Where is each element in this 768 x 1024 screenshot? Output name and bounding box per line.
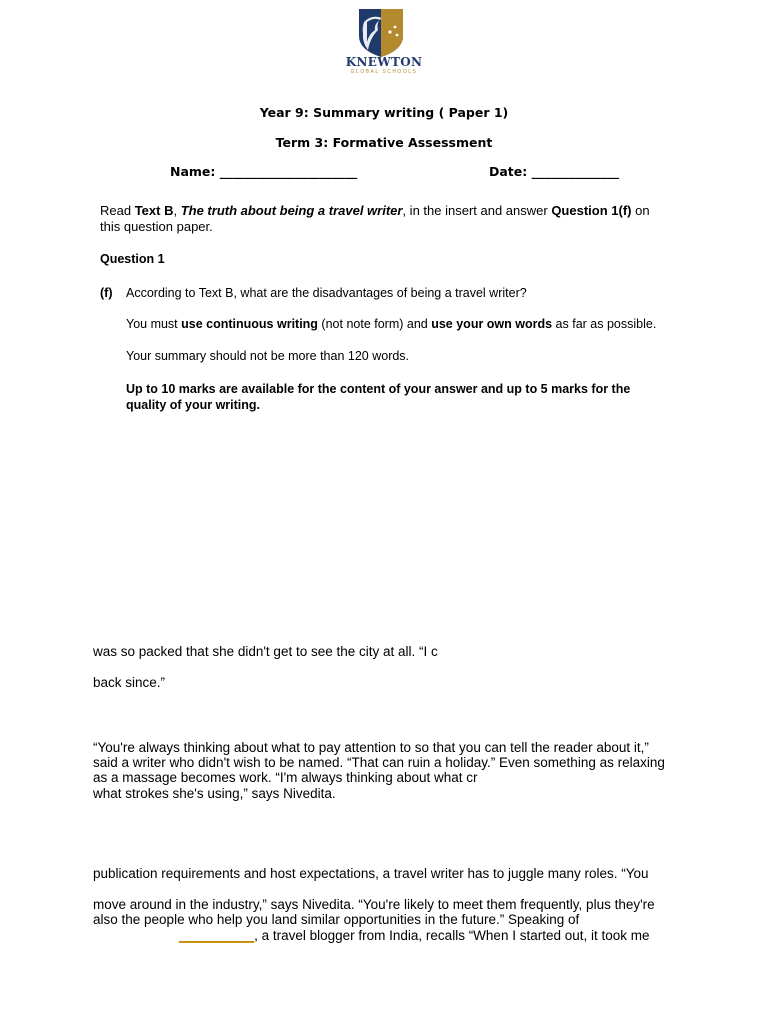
passage-line: move around in the industry,” says Nivedita. “You're likely to meet them frequently, plus they're xyxy=(93,897,655,912)
instr-text: , in the insert and answer xyxy=(402,203,552,218)
instr-text: this question paper. xyxy=(100,219,213,234)
passage-line: back since.” xyxy=(93,675,166,690)
instr-question-ref: Question 1(f) xyxy=(551,203,632,218)
passage-line: also the people who help you land similar opportunities in the future.” Speaking of xyxy=(93,912,580,927)
instr-text-title: The truth about being a travel writer xyxy=(180,203,403,218)
date-field: Date: ______________ xyxy=(489,164,620,179)
passage-line: what strokes she's using,” says Nivedita. xyxy=(93,786,336,801)
passage-line: publication requirements and host expectations, a travel writer has to juggle many roles. “You xyxy=(93,866,649,881)
name-field: Name: ______________________ xyxy=(170,164,358,179)
brand-subtitle: GLOBAL SCHOOLS xyxy=(350,69,418,75)
instr-text: Read xyxy=(100,203,135,218)
instr-text: on xyxy=(631,203,650,218)
instruction-writing-style: You must use continuous writing (not note form) and use your own words as far as possible. xyxy=(126,317,657,331)
school-crest-logo xyxy=(358,8,404,58)
fill-in-blank: __________ xyxy=(179,928,255,943)
passage-line: __________, a travel blogger from India, recalls “When I started out, it took me xyxy=(179,928,650,943)
passage-line: “You're always thinking about what to pay attention to so that you can tell the reader about it,” xyxy=(93,740,649,755)
passage-line: as a massage becomes work. “I'm always thinking about what cr xyxy=(93,770,478,785)
word-limit-note: Your summary should not be more than 120 words. xyxy=(126,349,410,363)
instructions-paragraph xyxy=(100,203,660,235)
brand-name: KNEWTON xyxy=(345,55,423,69)
question-prompt: According to Text B, what are the disadvantages of being a travel writer? xyxy=(126,286,527,300)
question-heading: Question 1 xyxy=(100,252,165,266)
passage-line: said a writer who didn't wish to be named. “That can ruin a holiday.” Even something as relaxing xyxy=(93,755,665,770)
page-title: Year 9: Summary writing ( Paper 1) xyxy=(259,105,509,120)
page-subtitle: Term 3: Formative Assessment xyxy=(275,135,493,150)
passage-line: was so packed that she didn't get to see the city at all. “I c xyxy=(93,644,438,659)
school-brand xyxy=(334,56,434,75)
instr-text: , xyxy=(173,203,181,218)
question-label: (f) xyxy=(100,286,113,300)
marks-note: Up to 10 marks are available for the content of your answer and up to 5 marks for the quality of your writing. xyxy=(126,382,631,412)
instr-text-b: Text B xyxy=(134,203,174,218)
